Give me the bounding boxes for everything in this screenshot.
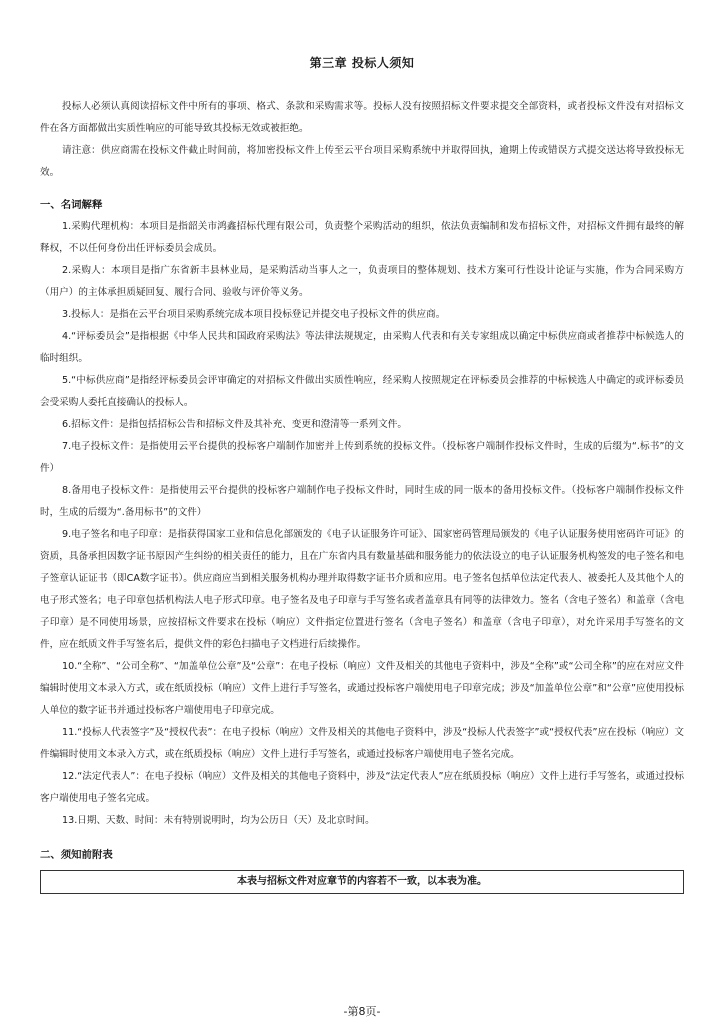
definition-item: 11.“投标人代表签字”及“授权代表”：在电子投标（响应）文件及相关的其他电子资料中，涉及“投标人代表签字”或“授权代表”应在投标（响应）文件编辑时使用文本录入方式，或在纸质投标（响应）文件上进行手写签名，或通过投标客户端使用电子签名完成。 [40,727,684,760]
definition-item: 9.电子签名和电子印章：是指获得国家工业和信息化部颁发的《电子认证服务许可证》、国家密码管理局颁发的《电子认证服务使用密码许可证》的资质，具备承担因数字证书原因产生纠纷的相关责任的能力，且在广东省内具有数量基础和服务能力的依法设立的电子认证服务机构签发的电子签名和电子签章认证证书（即CA数字证书）。供应商应当到相关服务机构办理并取得数字证书介质和应用。电子签名包括单位法定代表人、被委托人及其他个人的电子形式签名；电子印章包括机构法人电子形式印章。电子签名及电子印章与手写签名或者盖章具有同等的法律效力。签名（含电子签名）和盖章（含电子印章）是不同使用场景，应按招标文件要求在投标（响应）文件指定位置进行签名（含电子签名）和盖章（含电子印章），对允许采用手写签名的文件，应在纸质文件手写签名后，提供文件的彩色扫描电子文档进行后续操作。 [40,529,684,650]
definition-item: 7.电子投标文件：是指使用云平台提供的投标客户端制作加密并上传到系统的投标文件。（投标客户端制作投标文件时，生成的后缀为“.标书”的文件） [40,441,684,474]
definition-item: 8.备用电子投标文件：是指使用云平台提供的投标客户端制作电子投标文件时，同时生成的同一版本的备用投标文件。（投标客户端制作投标文件时，生成的后缀为“.备用标书”的文件） [40,485,684,518]
document-body [40,96,684,894]
definition-item: 1.采购代理机构：本项目是指韶关市鸿鑫招标代理有限公司，负责整个采购活动的组织，依法负责编制和发布招标文件，对招标文件拥有最终的解释权，不以任何身份出任评标委员会成员。 [40,221,684,254]
page-number: -第8页- [343,1005,381,1018]
section-heading-preface-table: 二、须知前附表 [40,849,113,861]
intro-notice-paragraph: 请注意：供应商需在投标文件截止时间前，将加密投标文件上传至云平台项目采购系统中并取得回执，逾期上传或错误方式提交送达将导致投标无效。 [40,145,684,178]
definition-item: 13.日期、天数、时间：未有特别说明时，均为公历日（天）及北京时间。 [62,815,375,826]
definition-item: 5.“中标供应商”是指经评标委员会评审确定的对招标文件做出实质性响应，经采购人按照规定在评标委员会推荐的中标候选人中确定的或评标委员会受采购人委托直接确认的投标人。 [40,375,684,408]
chapter-title: 第三章 投标人须知 [309,56,415,70]
definition-item: 2.采购人：本项目是指广东省新丰县林业局，是采购活动当事人之一，负责项目的整体规划、技术方案可行性设计论证与实施，作为合同采购方（用户）的主体承担质疑回复、履行合同、验收与评价等义务。 [40,265,684,298]
definition-item: 12.“法定代表人”：在电子投标（响应）文件及相关的其他电子资料中，涉及“法定代表人”应在纸质投标（响应）文件上进行手写签名，或通过投标客户端使用电子签名完成。 [40,771,684,804]
section-heading-definitions: 一、名词解释 [40,199,103,211]
definition-item: 6.招标文件：是指包括招标公告和招标文件及其补充、变更和澄清等一系列文件。 [62,419,407,430]
definition-item: 3.投标人：是指在云平台项目采购系统完成本项目投标登记并提交电子投标文件的供应商。 [62,309,446,320]
intro-paragraph: 投标人必须认真阅读招标文件中所有的事项、格式、条款和采购需求等。投标人没有按照招标文件要求提交全部资料，或者投标文件没有对招标文件在各方面都做出实质性响应的可能导致其投标无效或被拒绝。 [40,101,684,134]
preface-table-notice: 本表与招标文件对应章节的内容若不一致，以本表为准。 [40,870,684,894]
document-page [40,0,684,1024]
definition-item: 10.“全称”、“公司全称”、“加盖单位公章”及“公章”：在电子投标（响应）文件及相关的其他电子资料中，涉及“全称”或“公司全称”的应在对应文件编辑时使用文本录入方式，或在纸质投标（响应）文件上进行手写签名，或通过投标客户端使用电子印章完成；涉及“加盖单位公章”和“公章”应使用投标人单位的数字证书并通过投标客户端使用电子印章完成。 [40,661,684,716]
definition-item: 4.“评标委员会”是指根据《中华人民共和国政府采购法》等法律法规规定，由采购人代表和有关专家组成以确定中标供应商或者推荐中标候选人的临时组织。 [40,331,684,364]
